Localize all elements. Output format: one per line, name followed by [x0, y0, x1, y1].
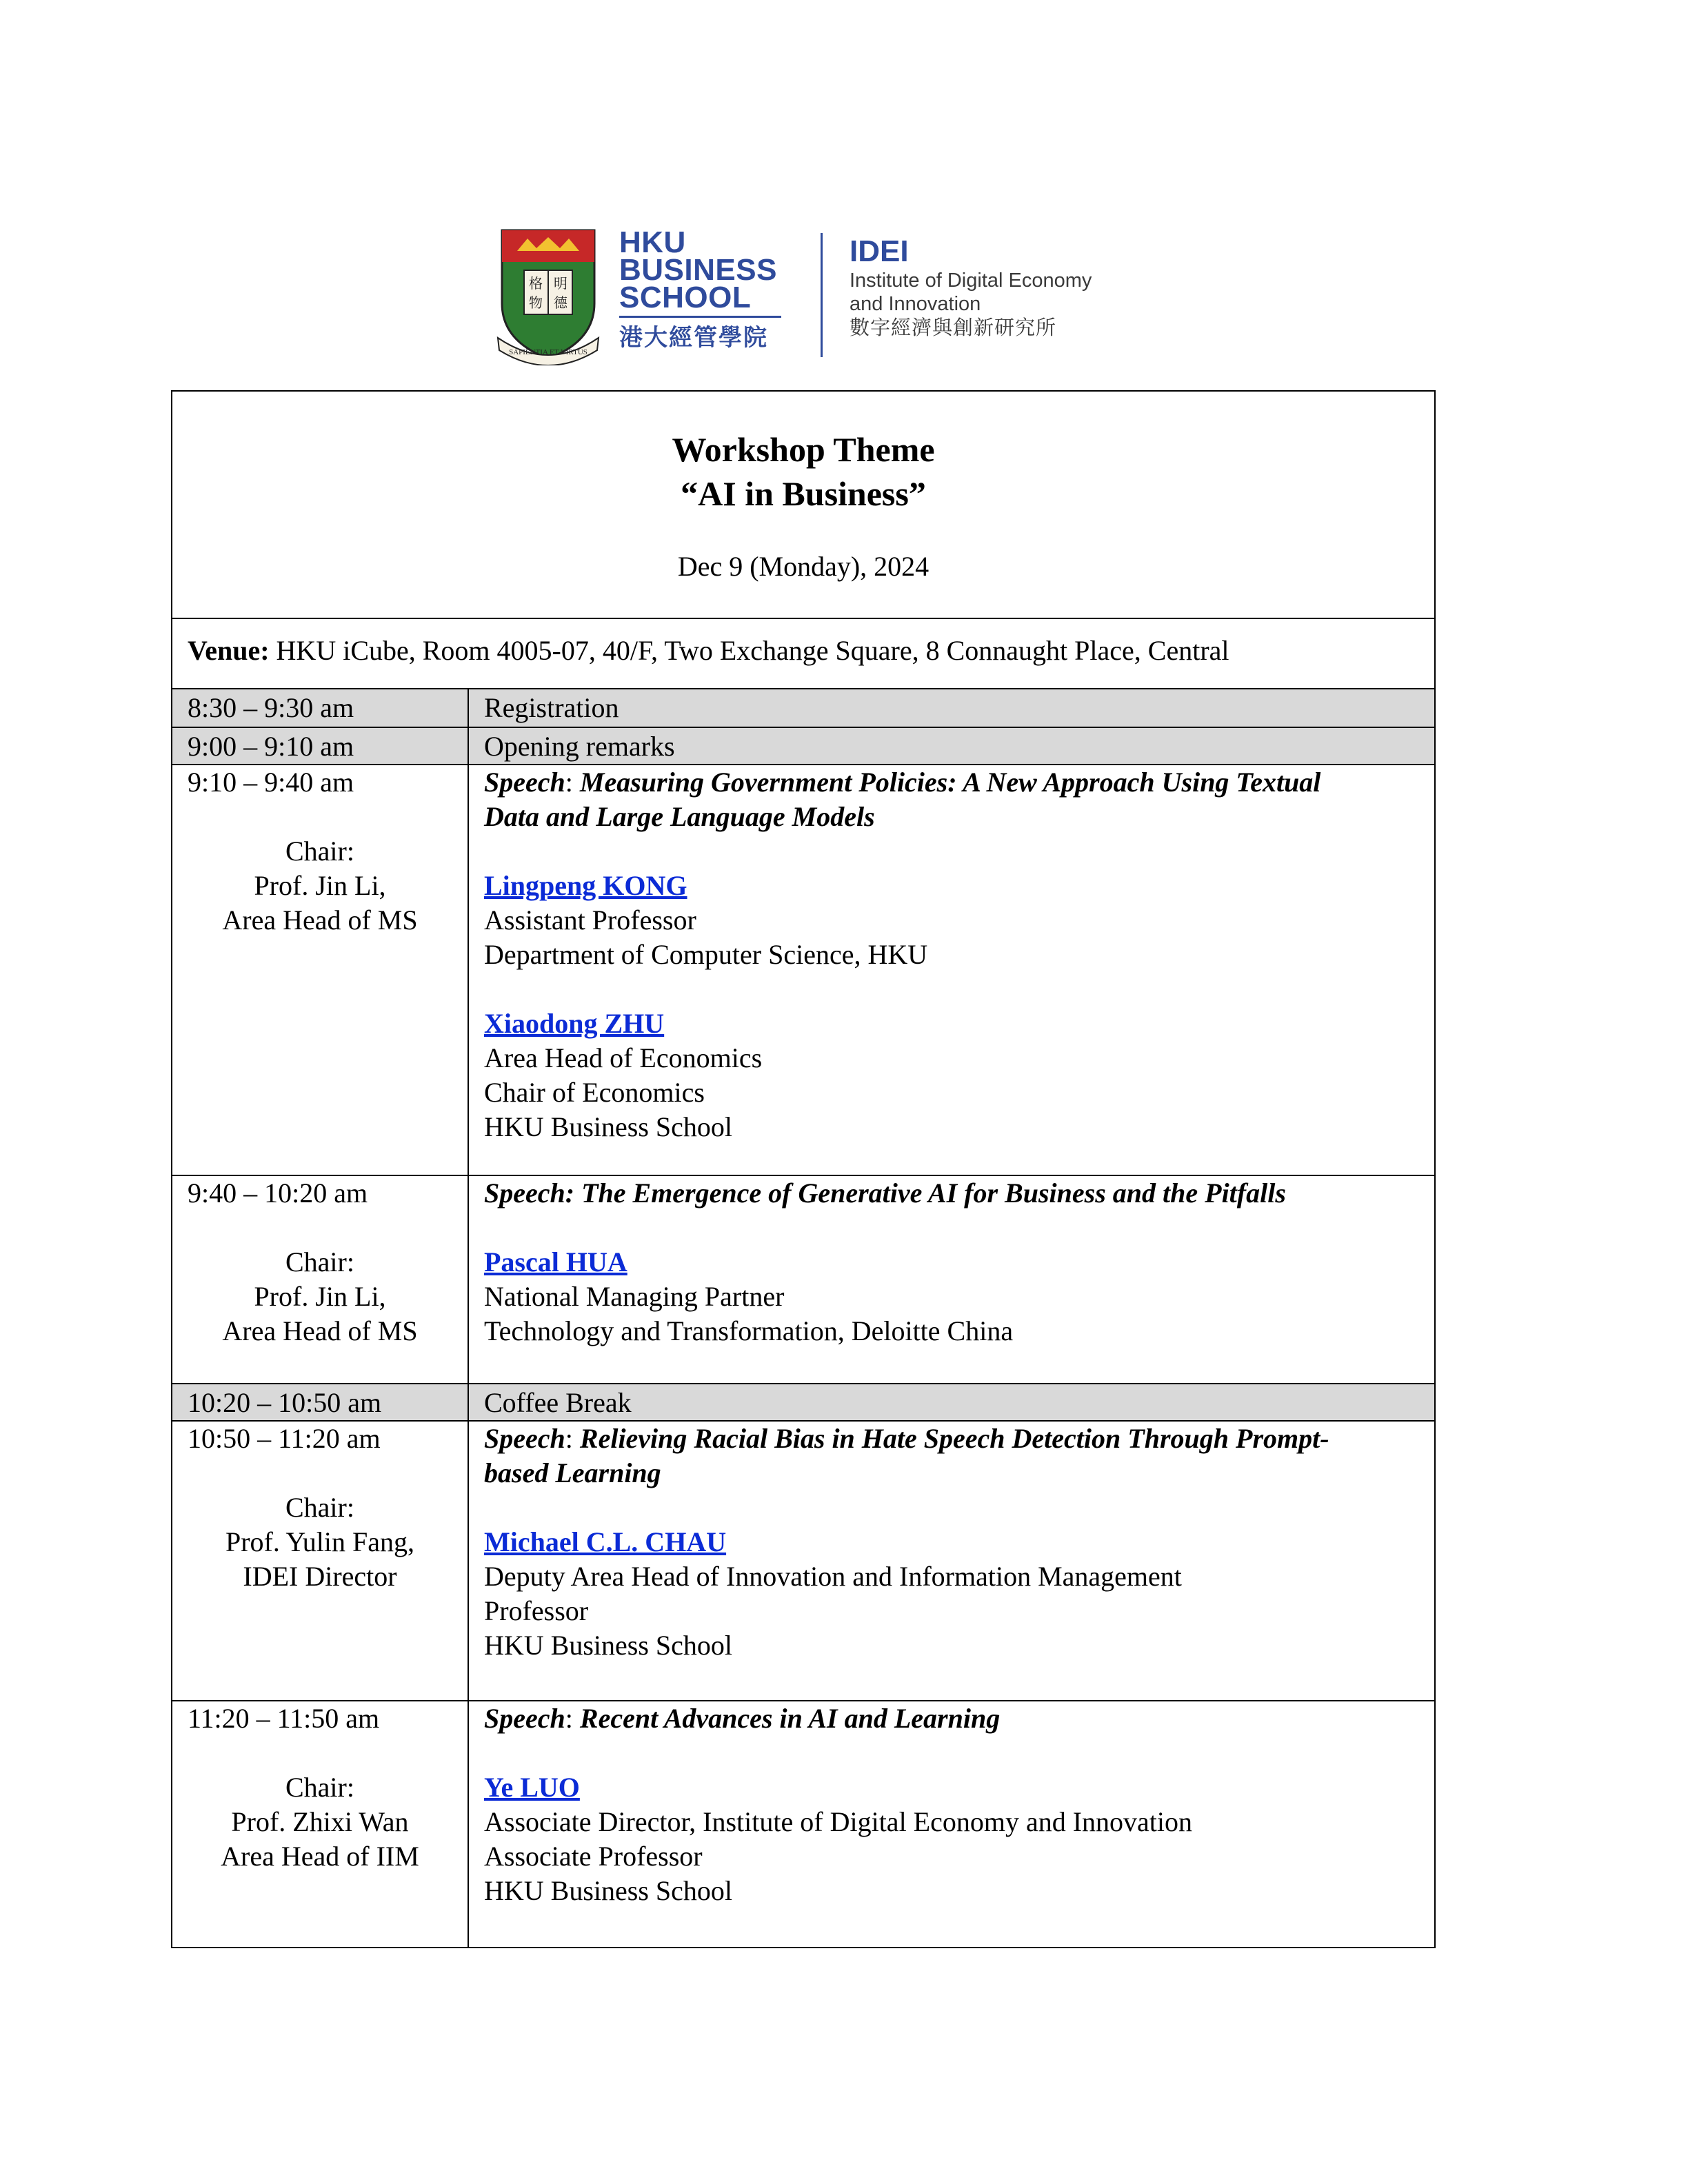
chair-name: Prof. Zhixi Wan — [231, 1806, 409, 1837]
speaker-title: Professor — [484, 1595, 589, 1626]
venue-line — [188, 633, 1229, 669]
schedule-row-coffee-break — [172, 1384, 1434, 1422]
chair-role: IDEI Director — [243, 1561, 397, 1592]
schedule-row-speech-2 — [172, 1176, 1434, 1384]
row-time: 9:10 – 9:40 am — [188, 767, 354, 798]
venue-section — [172, 618, 1434, 689]
row-time: 10:20 – 10:50 am — [188, 1387, 382, 1418]
row-time: 11:20 – 11:50 am — [188, 1703, 380, 1734]
schedule-row-registration — [172, 689, 1434, 728]
row-time: 9:40 – 10:20 am — [188, 1177, 368, 1209]
chair-name: Prof. Yulin Fang, — [225, 1526, 415, 1557]
speaker-block — [484, 1245, 1422, 1348]
speaker-affiliation: HKU Business School — [484, 1111, 733, 1142]
speaker-affiliation: HKU Business School — [484, 1630, 733, 1661]
schedule-row-speech-1 — [172, 765, 1434, 1176]
speaker-block — [484, 1770, 1422, 1908]
speaker-link[interactable]: Pascal HUA — [484, 1246, 627, 1277]
speaker-block — [484, 1525, 1422, 1663]
hku-line: HKU — [619, 225, 686, 259]
chair-label: Chair: — [285, 1492, 354, 1523]
idei-title: IDEI — [850, 234, 909, 268]
column-divider — [468, 689, 469, 1947]
schedule-row-speech-3 — [172, 1422, 1434, 1701]
schedule-row-speech-4 — [172, 1701, 1434, 1947]
hku-cjk-name: 港大經管學院 — [619, 325, 768, 351]
crest-char-1: 格 — [529, 276, 543, 292]
speaker-title: Chair of Economics — [484, 1077, 705, 1108]
idei-subtitle-2: and Innovation — [850, 293, 981, 315]
speech-title: Speech: Recent Advances in AI and Learning — [484, 1703, 1001, 1734]
theme-label: Workshop Theme — [672, 430, 935, 469]
speaker-title: Associate Professor — [484, 1841, 703, 1872]
row-item: Coffee Break — [484, 1387, 632, 1418]
theme-heading — [172, 427, 1434, 516]
speech-title-line: Relieving Racial Bias in Hate Speech Detection Through Prompt- — [579, 1423, 1329, 1454]
chair-label: Chair: — [285, 1772, 354, 1803]
chair-info — [172, 1490, 468, 1594]
chair-label: Chair: — [285, 836, 354, 867]
speech-details — [484, 1176, 1422, 1348]
speech-title: Speech: The Emergence of Generative AI for Business and the Pitfalls — [484, 1177, 1286, 1209]
speaker-block — [484, 1007, 1422, 1144]
row-time: 9:00 – 9:10 am — [188, 731, 354, 762]
header-logos — [496, 225, 1172, 365]
speaker-title: National Managing Partner — [484, 1281, 785, 1312]
theme-section — [172, 392, 1434, 619]
speech-details — [484, 1422, 1422, 1663]
chair-role: Area Head of MS — [222, 1315, 418, 1346]
speaker-link[interactable]: Lingpeng KONG — [484, 870, 687, 901]
speaker-block — [484, 869, 1422, 972]
speech-title-line: based Learning — [484, 1457, 661, 1488]
speaker-affiliation: Technology and Transformation, Deloitte China — [484, 1315, 1014, 1346]
wordmark-rule — [619, 316, 781, 318]
venue-label: Venue: — [188, 635, 270, 666]
speaker-title: Assistant Professor — [484, 904, 696, 936]
crest-motto: SAPIENTIA ET VIRTUS — [509, 348, 587, 356]
row-time: 10:50 – 11:20 am — [188, 1423, 381, 1454]
theme-title: “AI in Business” — [681, 474, 926, 513]
crest-char-4: 德 — [554, 296, 567, 311]
speech-details — [484, 765, 1422, 1144]
chair-info — [172, 1770, 468, 1874]
speaker-title: Associate Director, Institute of Digital Economy and Innovation — [484, 1806, 1193, 1837]
speaker-link[interactable]: Michael C.L. CHAU — [484, 1526, 727, 1557]
speaker-affiliation: Department of Computer Science, HKU — [484, 939, 928, 970]
speech-title-line: Recent Advances in AI and Learning — [579, 1703, 1001, 1734]
hku-business-school-wordmark — [619, 225, 781, 352]
row-item: Registration — [484, 692, 619, 723]
chair-name: Prof. Jin Li, — [254, 870, 386, 901]
speech-label: Speech — [484, 1703, 565, 1734]
crest-char-3: 物 — [529, 296, 543, 311]
crest-char-2: 明 — [554, 276, 567, 292]
speaker-title: Deputy Area Head of Innovation and Information Management — [484, 1561, 1182, 1592]
schedule-row-opening — [172, 728, 1434, 765]
speech-title-line: Measuring Government Policies: A New Approach Using Textual — [579, 767, 1321, 798]
speaker-affiliation: HKU Business School — [484, 1875, 733, 1906]
chair-info — [172, 1245, 468, 1348]
business-line: BUSINESS — [619, 253, 777, 287]
idei-subtitle-1: Institute of Digital Economy — [850, 270, 1092, 292]
speech-title: Speech: Relieving Racial Bias in Hate Speech Detection Through Prompt- — [484, 1423, 1329, 1454]
venue-address: HKU iCube, Room 4005-07, 40/F, Two Exchange Square, 8 Connaught Place, Central — [269, 635, 1229, 666]
hku-crest-logo — [496, 228, 600, 365]
idei-cjk-name: 數字經濟與創新研究所 — [850, 317, 1057, 339]
row-time: 8:30 – 9:30 am — [188, 692, 354, 723]
chair-info — [172, 834, 468, 938]
speech-details — [484, 1701, 1422, 1908]
logo-divider — [821, 233, 823, 357]
speaker-link[interactable]: Ye LUO — [484, 1772, 580, 1803]
programme-table — [171, 390, 1436, 1948]
speech-label: Speech — [484, 1423, 565, 1454]
school-line: SCHOOL — [619, 281, 752, 314]
chair-role: Area Head of MS — [222, 904, 418, 936]
speaker-title: Area Head of Economics — [484, 1042, 763, 1073]
speech-label: Speech — [484, 767, 565, 798]
chair-name: Prof. Jin Li, — [254, 1281, 386, 1312]
idei-wordmark — [850, 234, 1092, 341]
speech-title: Speech: Measuring Government Policies: A New Approach Using Textual — [484, 767, 1321, 798]
speech-title-line: Data and Large Language Models — [484, 801, 875, 832]
event-date: Dec 9 (Monday), 2024 — [677, 551, 930, 582]
row-item: Opening remarks — [484, 731, 675, 762]
speaker-link[interactable]: Xiaodong ZHU — [484, 1008, 665, 1039]
chair-label: Chair: — [285, 1246, 354, 1277]
chair-role: Area Head of IIM — [221, 1841, 419, 1872]
